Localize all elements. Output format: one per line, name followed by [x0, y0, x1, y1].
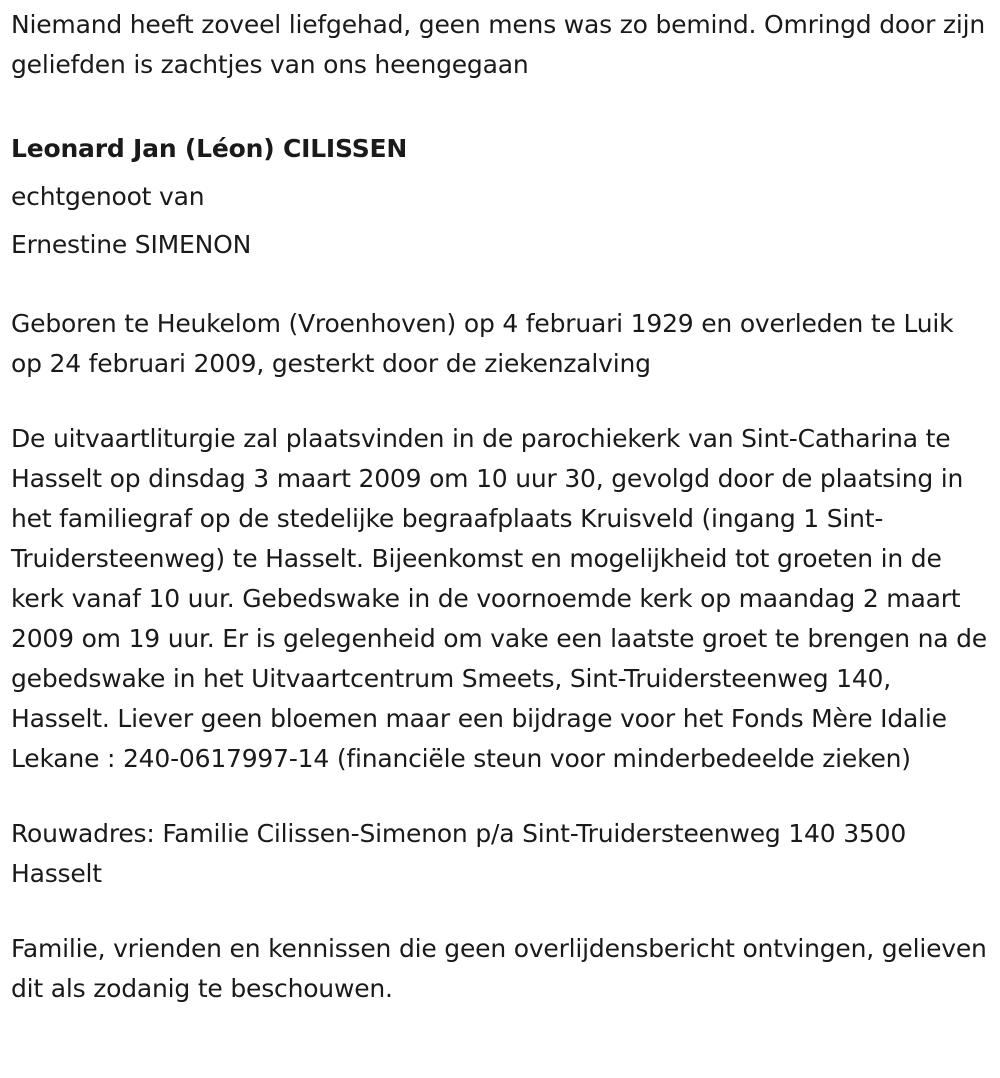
- closing-text: Familie, vrienden en kennissen die geen overlijdensbericht ontvingen, gelieven dit als zodanig te beschouwen.: [11, 934, 987, 1003]
- birth-death-text: Geboren te Heukelom (Vroenhoven) op 4 februari 1929 en overleden te Luik op 24 februari 2009, gesterkt door de ziekenzalving: [11, 309, 954, 378]
- intro-text: Niemand heeft zoveel liefgehad, geen mens was zo bemind. Omringd door zijn geliefden is zachtjes van ons heengegaan: [11, 10, 985, 79]
- death-notice: [11, 0, 991, 1009]
- spouse-label: echtgenoot van: [11, 182, 205, 211]
- spouse-name: Ernestine SIMENON: [11, 230, 252, 259]
- funeral-details-text: De uitvaartliturgie zal plaatsvinden in de parochiekerk van Sint-Catharina te Hasselt op dinsdag 3 maart 2009 om 10 uur 30, gevolgd door de plaatsing in het familiegraf op de stedelijke begraafplaats Kruisveld (ingang 1 Sint-Truidersteenweg) te Hasselt. Bijeenkomst en mogelijkheid tot groeten in de kerk vanaf 10 uur. Gebedswake in de voornoemde kerk op maandag 2 maart 2009 om 19 uur. Er is gelegenheid om vake een laatste groet te brengen na de gebedswake in het Uitvaartcentrum Smeets, Sint-Truidersteenweg 140, Hasselt. Liever geen bloemen maar een bijdrage voor het Fonds Mère Idalie Lekane : 240-0617997-14 (financiële steun voor minderbedeelde zieken): [11, 424, 987, 773]
- deceased-block: [11, 125, 991, 269]
- deceased-name: Leonard Jan (Léon) CILISSEN: [11, 134, 408, 163]
- mourning-address-text: Rouwadres: Familie Cilissen-Simenon p/a Sint-Truidersteenweg 140 3500 Hasselt: [11, 819, 907, 888]
